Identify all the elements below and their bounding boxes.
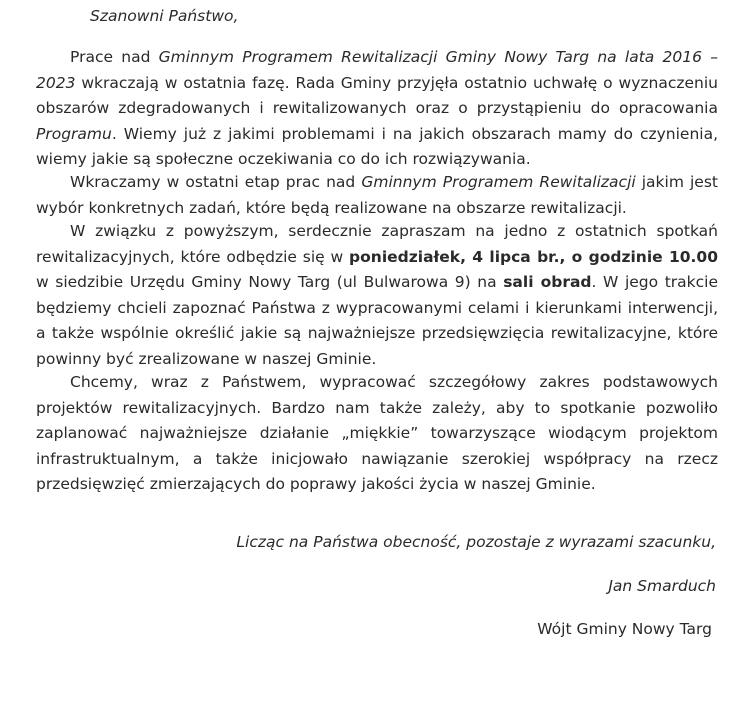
paragraph-text: wkraczają w ostatnia fazę. Rada Gminy przyjęła ostatnio uchwałę o wyznaczeniu obszarów zdegradowanych i rewitalizowanych oraz o przystąpieniu do opracowania — [36, 73, 718, 117]
paragraph-text: . Wiemy już z jakimi problemami i na jakich obszarach mamy do czynienia, wiemy jakie są społeczne oczekiwania co do ich rozwiązywania. — [36, 124, 718, 168]
paragraph-intro — [36, 45, 718, 173]
signature-title: Wójt Gminy Nowy Targ — [537, 620, 712, 638]
program-name: Gminnym Programem Rewitalizacji — [361, 173, 636, 191]
paragraph-text: Prace nad — [70, 48, 159, 66]
paragraph-invitation — [36, 219, 718, 372]
program-name: Gminnym Programem Rewitalizacji Gminy Nowy Targ na lata 2016 – 2023 — [36, 48, 718, 92]
paragraph-text: Chcemy, wraz z Państwem, wypracować szczegółowy zakres podstawowych projektów rewitalizacyjnych. Bardzo nam także zależy, aby to spotkanie pozwoliło zaplanować najważniejsze działanie „miękkie” towarzyszące wiodącym projektom infrastruktualnym, a także inicjowało nawiązanie szerokiej współpracy na rzecz przedsięwzięć zmierzających do poprawy jakości życia w naszej Gminie. — [36, 373, 718, 493]
signature-name: Jan Smarduch — [608, 577, 716, 595]
meeting-room: sali obrad — [503, 273, 592, 291]
meeting-date: poniedziałek, 4 lipca br., o godzinie 10.00 — [349, 247, 718, 266]
program-short-name: Programu — [36, 124, 112, 143]
paragraph-stage — [36, 170, 718, 221]
paragraph-text: W związku z powyższym, serdecznie zapraszam na jedno z ostatnich spotkań rewitalizacyjnych, które odbędzie się w — [36, 222, 718, 266]
paragraph-text: Wkraczamy w ostatni etap prac nad — [70, 173, 362, 191]
paragraph-text: . W jego trakcie będziemy chcieli zapoznać Państwa z wypracowanymi celami i kierunkami interwencji, a także wspólnie określić jakie są najważniejsze przedsięwzięcia rewitalizacyjne, które powinny być zrealizowane w naszej Gminie. — [36, 273, 718, 368]
paragraph-text: jakim jest wybór konkretnych zadań, które będą realizowane na obszarze rewitalizacji. — [36, 173, 718, 217]
closing-line: Licząc na Państwa obecność, pozostaje z wyrazami szacunku, — [236, 533, 716, 551]
paragraph-goals — [36, 370, 718, 498]
salutation: Szanowni Państwo, — [90, 7, 239, 25]
paragraph-text: w siedzibie Urzędu Gminy Nowy Targ (ul Bulwarowa 9) na — [36, 273, 504, 291]
